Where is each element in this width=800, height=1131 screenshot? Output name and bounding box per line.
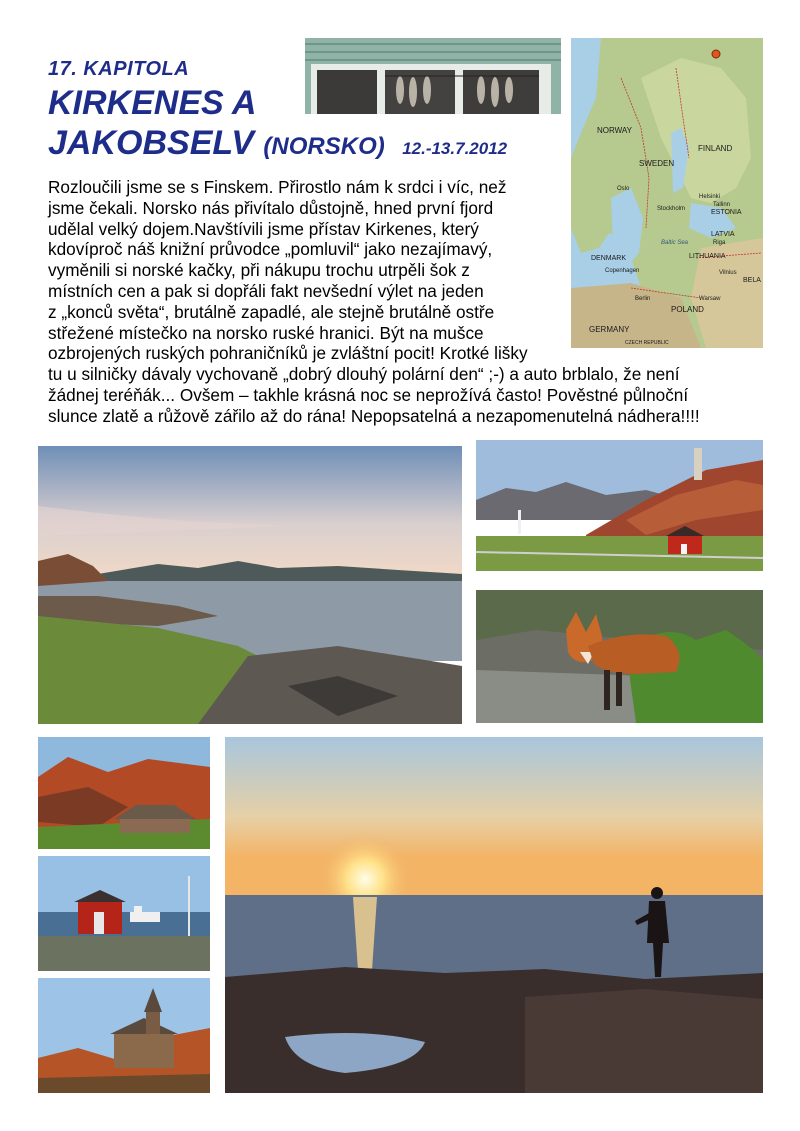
map-label-oslo: Oslo: [617, 186, 630, 192]
map-label-copenhagen: Copenhagen: [605, 268, 640, 274]
map-label-riga: Riga: [713, 240, 726, 246]
map-label-poland: POLAND: [671, 305, 704, 314]
map-label-lithuania: LITHUANIA: [689, 253, 726, 260]
map-label-baltic: Baltic Sea: [661, 240, 689, 246]
body-line: střežené místečko na norsko ruské hranici. Být na mušce: [48, 322, 484, 343]
photo-midnight-sun: [225, 737, 763, 1093]
scandinavia-map: [571, 38, 763, 348]
title-country: (NORSKO): [263, 133, 385, 160]
photo-fox: [476, 590, 763, 723]
body-line: žádnej teréňák... Ovšem – takhle krásná noc se neprožívá často! Pověstné půlnoční: [48, 384, 689, 405]
map-label-stockholm: Stockholm: [657, 206, 686, 212]
body-line: Rozloučili jsme se s Finskem. Přirostlo nám k srdci i víc, než: [48, 177, 507, 197]
body-line: slunce zlatě a růžově zářilo až do rána! Nepopsatelná a nezapomenutelná nádhera!!!!: [48, 405, 700, 426]
map-label-germany: GERMANY: [589, 325, 630, 334]
map-label-bela: BELA: [743, 277, 761, 284]
map-label-warsaw: Warsaw: [699, 296, 721, 302]
photo-church: [38, 978, 210, 1093]
map-label-tallinn: Tallinn: [713, 202, 731, 208]
body-line: udělal velký dojem.Navštívili jsme přístav Kirkenes, který: [48, 218, 479, 239]
chapter-label: 17. KAPITOLA: [48, 58, 190, 80]
body-line: tu u silničky dávaly vychovaně „dobrý dlouhý polární den“ ;-) a auto brblalo, že není: [48, 364, 680, 385]
map-label-vilnius: Vilnius: [719, 270, 737, 276]
title-dates: 12.-13.7.2012: [402, 139, 508, 158]
map-label-helsinki: Helsinki: [699, 194, 721, 200]
map-label-sweden: SWEDEN: [639, 159, 675, 168]
photo-red-shed-harbour: [38, 856, 210, 971]
photo-fjord-coast: [38, 446, 462, 724]
kirkenes-marker-icon: [712, 50, 720, 58]
page-title-line-1: KIRKENES A: [48, 84, 257, 122]
body-line: z „konců světa“, brutálně zapadlé, ale stejně brutálně ostře: [48, 301, 495, 322]
photo-red-house-hill: [476, 440, 763, 571]
map-label-estonia: ESTONIA: [711, 209, 742, 216]
body-line: jsme čekali. Norsko nás přivítalo důstojně, hned první fjord: [48, 197, 494, 218]
title-place: JAKOBSELV: [48, 124, 254, 162]
photo-cabin-hill: [38, 737, 210, 849]
map-label-finland: FINLAND: [698, 144, 733, 153]
body-line: kdovíproč náš knižní průvodce „pomluvil“ jako nezajímavý,: [48, 239, 493, 260]
map-label-denmark: DENMARK: [591, 255, 627, 262]
map-label-czech: CZECH REPUBLIC: [625, 340, 669, 346]
body-line: vyměnili si norské kačky, při nákupu trochu utrpěli šok z: [48, 260, 470, 281]
map-label-berlin: Berlin: [635, 296, 651, 302]
body-line: ozbrojených ruských pohraničníků je zvláštní pocit! Krotké lišky: [48, 343, 528, 364]
page-title-line-2: [48, 124, 507, 168]
map-label-norway: NORWAY: [597, 126, 632, 135]
body-line: místních cen a pak si dopřáli fakt nevšední výlet na jeden: [48, 280, 484, 301]
map-label-latvia: LATVIA: [711, 231, 735, 238]
photo-drying-fish: [305, 38, 561, 114]
